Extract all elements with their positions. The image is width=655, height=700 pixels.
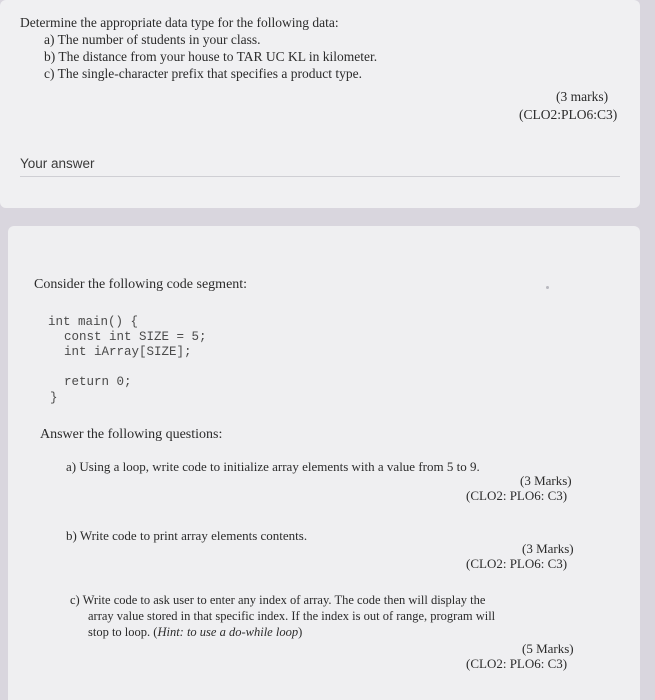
question-2a-marks: (3 Marks)	[520, 473, 572, 488]
question-2c-text-line-1: c) Write code to ask user to enter any index of array. The code then will display the	[70, 593, 486, 607]
question-1-prompt: Determine the appropriate data type for the following data:	[20, 15, 339, 30]
question-2a-text: a) Using a loop, write code to initialize array elements with a value from 5 to 9.	[66, 459, 480, 474]
question-2c-line-3-prefix: stop to loop. (	[88, 625, 158, 639]
question-2b-text: b) Write code to print array elements contents.	[66, 528, 308, 543]
question-2c-text-line-2: array value stored in that specific index. If the index is out of range, program will	[88, 609, 496, 623]
decorative-dot	[546, 286, 549, 289]
code-line: const int SIZE = 5;	[64, 330, 207, 344]
question-2c-line-3-suffix: )	[298, 625, 303, 639]
question-2b-marks: (3 Marks)	[522, 541, 574, 556]
question-2c-marks: (5 Marks)	[522, 641, 574, 656]
question-2c-hint: Hint: to use a do-while loop	[157, 625, 299, 639]
question-1-item-a: a) The number of students in your class.	[44, 32, 261, 47]
question-1-item-c: c) The single-character prefix that specifies a product type.	[44, 66, 362, 81]
answer-input[interactable]: Your answer	[20, 156, 95, 171]
question-1-marks: (3 marks)	[556, 89, 609, 104]
code-line: int iArray[SIZE];	[64, 345, 192, 359]
question-2-intro: Consider the following code segment:	[34, 277, 248, 292]
question-2c-text-line-3	[88, 624, 302, 641]
code-line: }	[50, 391, 58, 405]
question-1-item-b: b) The distance from your house to TAR UC KL in kilometer.	[44, 49, 378, 64]
question-2-answer-prompt: Answer the following questions:	[40, 427, 223, 442]
code-line: return 0;	[64, 375, 132, 389]
question-1-clo: (CLO2:PLO6:C3)	[519, 107, 618, 122]
question-2c-clo: (CLO2: PLO6: C3)	[466, 656, 568, 671]
question-2b-clo: (CLO2: PLO6: C3)	[466, 556, 568, 571]
code-line: int main() {	[48, 315, 139, 329]
question-2a-clo: (CLO2: PLO6: C3)	[466, 488, 568, 503]
answer-input-underline	[20, 176, 620, 177]
question-card-1	[0, 0, 640, 208]
